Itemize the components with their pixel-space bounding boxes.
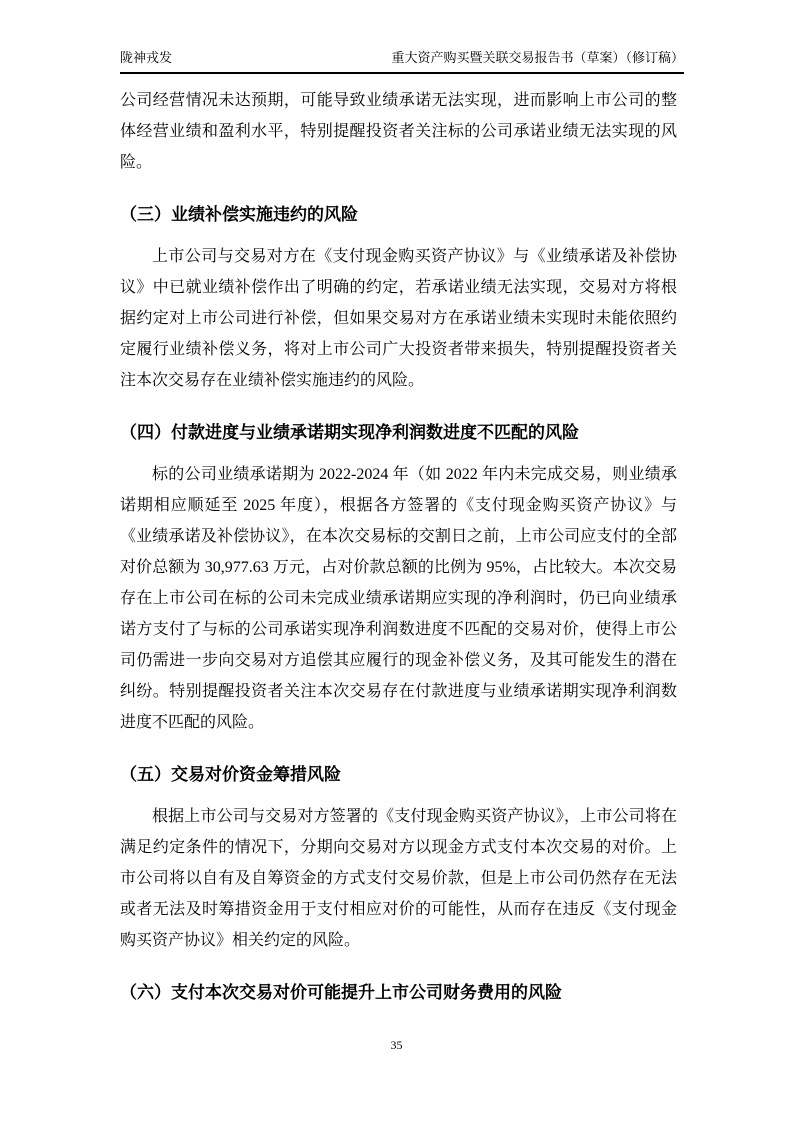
document-body (120, 85, 677, 1019)
page-footer (0, 1038, 793, 1053)
header-document-title: 重大资产购买暨关联交易报告书（草案）（修订稿） (391, 50, 684, 65)
section-5-paragraph: 根据上市公司与交易对方签署的《支付现金购买资产协议》，上市公司将在满足约定条件的情况下，分期向交易对方以现金方式支付本次交易的对价。上市公司将以自有及自筹资金的方式支付交易价款，但是上市公司仍然存在无法或者无法及时筹措资金用于支付相应对价的可能性，从而存在违反《支付现金购买资产协议》相关约定的风险。 (120, 808, 677, 949)
section-4-paragraph: 标的公司业绩承诺期为 2022-2024 年（如 2022 年内未完成交易，则业绩承诺期相应顺延至 2025 年度），根据各方签署的《支付现金购买资产协议》与《业绩承诺及补偿协议》，在本次交易标的交割日之前，上市公司应支付的全部对价总额为 30,977.63 万元，占对价款总额的比例为 95%，占比较大。本次交易存在上市公司在标的公司未完成业绩承诺期应实现的净利润时，仍已向业绩承诺方支付了与标的公司承诺实现净利润数进度不匹配的交易对价，使得上市公司仍需进一步向交易对方追偿其应履行的现金补偿义务，及其可能发生的潜在纠纷。特别提醒投资者关注本次交易存在付款进度与业绩承诺期实现净利润数进度不匹配的风险。 (120, 466, 677, 731)
section-3-paragraph: 上市公司与交易对方在《支付现金购买资产协议》与《业绩承诺及补偿协议》中已就业绩补偿作出了明确的约定，若承诺业绩无法实现，交易对方将根据约定对上市公司进行补偿，但如果交易对方在承诺业绩未实现时未能依照约定履行业绩补偿义务，将对上市公司广大投资者带来损失，特别提醒投资者关注本次交易存在业绩补偿实施违约的风险。 (120, 248, 677, 389)
continuation-paragraph: 公司经营情况未达预期，可能导致业绩承诺无法实现，进而影响上市公司的整体经营业绩和盈利水平，特别提醒投资者关注标的公司承诺业绩无法实现的风险。 (120, 92, 677, 171)
header-company-name: 陇神戎发 (120, 50, 173, 65)
section-heading-3: （三）业绩补偿实施违约的风险 (120, 205, 358, 224)
section-heading-4: （四）付款进度与业绩承诺期实现净利润数进度不匹配的风险 (120, 423, 579, 442)
page-header (120, 48, 684, 74)
page-number: 35 (390, 1038, 403, 1052)
section-heading-6: （六）支付本次交易对价可能提升上市公司财务费用的风险 (120, 983, 562, 1002)
section-heading-5: （五）交易对价资金筹措风险 (120, 765, 341, 784)
